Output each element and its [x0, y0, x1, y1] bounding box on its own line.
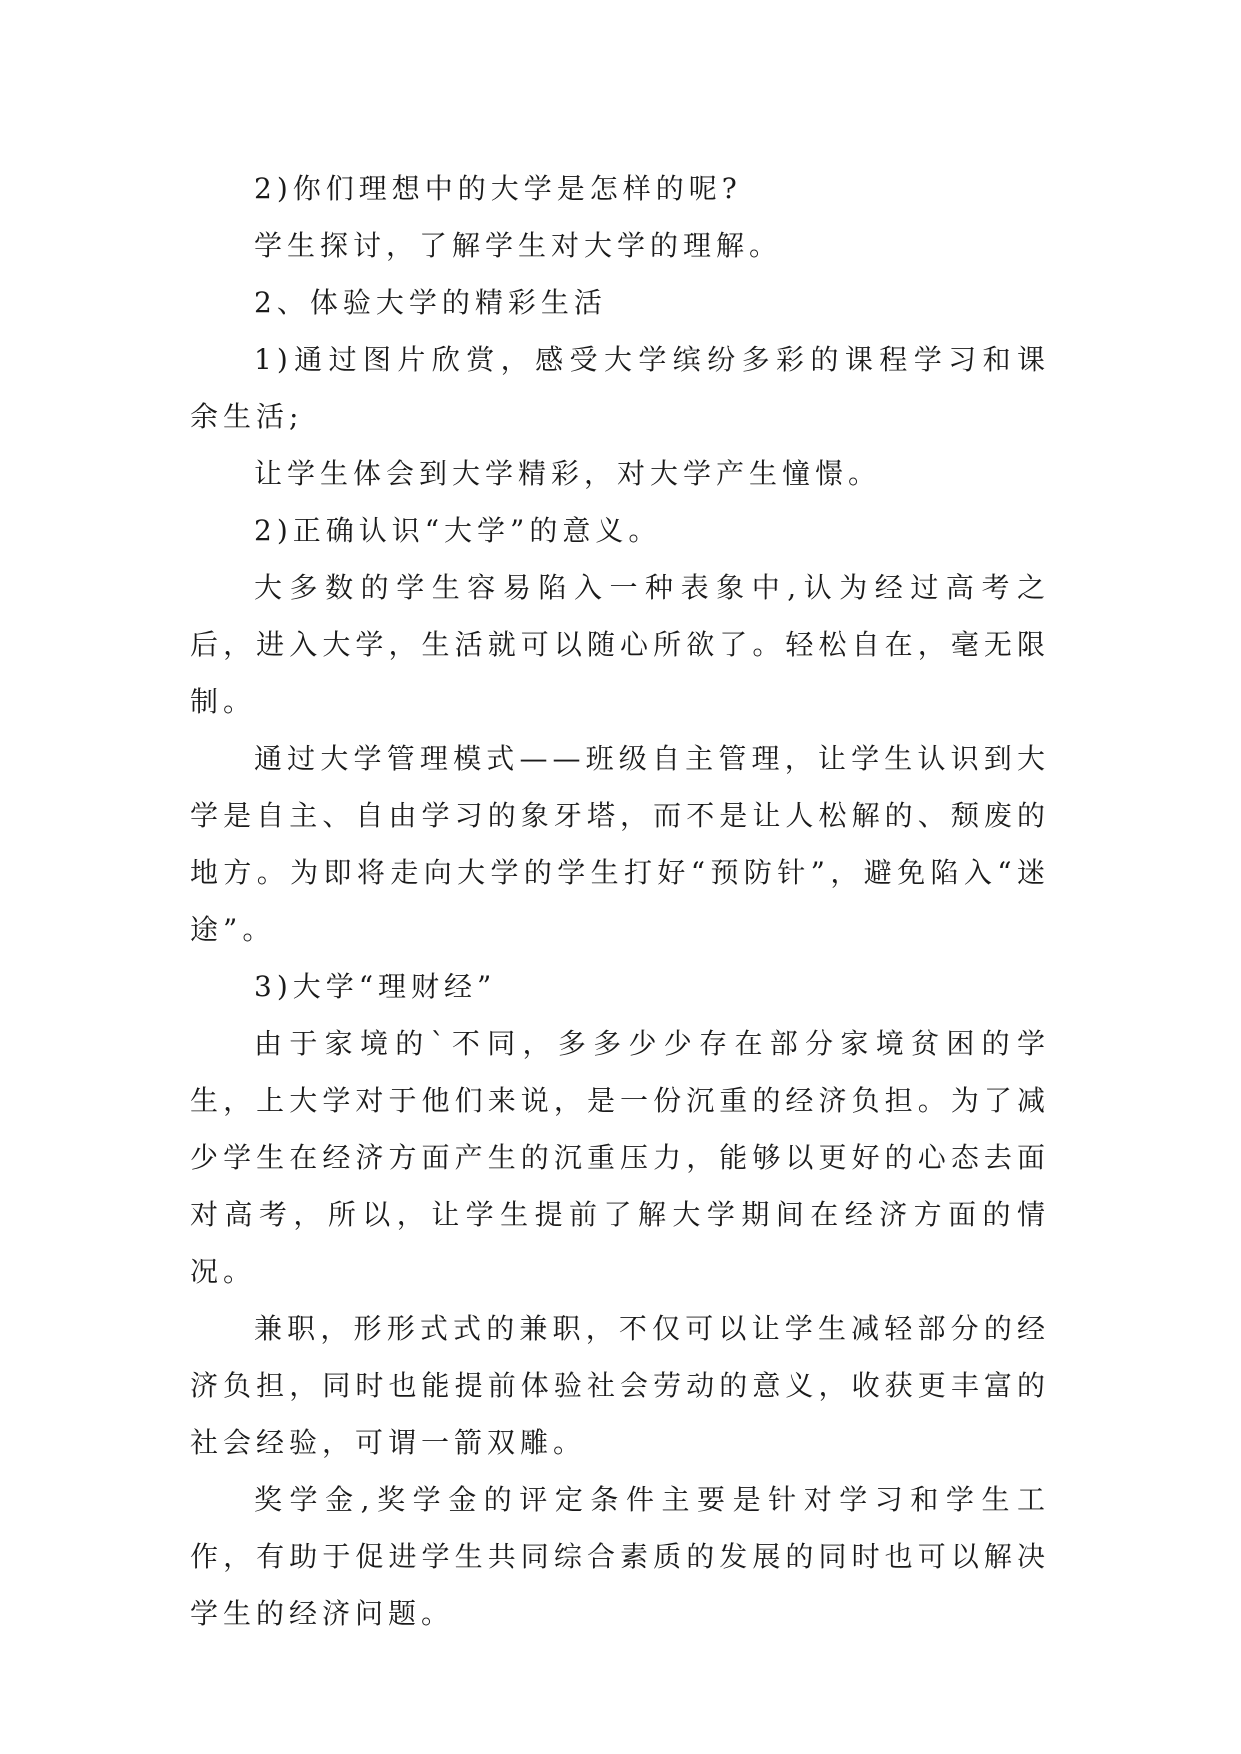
paragraph-finance-heading: 3)大学“理财经” [254, 970, 497, 1003]
section-heading-experience: 2、体验大学的精彩生活 [254, 286, 607, 319]
paragraph-part-time-jobs: 兼职，形形式式的兼职，不仅可以让学生减轻部分的经济负担，同时也能提前体验社会劳动的意义，收获更丰富的社会经验，可谓一箭双雕。 [190, 1312, 1050, 1459]
paragraph-scholarship: 奖学金,奖学金的评定条件主要是针对学习和学生工作，有助于促进学生共同综合素质的发展的同时也可以解决学生的经济问题。 [190, 1483, 1050, 1630]
paragraph-management-model: 通过大学管理模式——班级自主管理，让学生认识到大学是自主、自由学习的象牙塔，而不是让人松解的、颓废的地方。为即将走向大学的学生打好“预防针”，避免陷入“迷途”。 [190, 742, 1050, 946]
paragraph-economic-burden: 由于家境的`不同，多多少少存在部分家境贫困的学生，上大学对于他们来说，是一份沉重的经济负担。为了减少学生在经济方面产生的沉重压力，能够以更好的心态去面对高考，所以，让学生提前了解大学期间在经济方面的情况。 [190, 1027, 1050, 1288]
paragraph-picture-appreciation: 1)通过图片欣赏，感受大学缤纷多彩的课程学习和课余生活; [190, 343, 1050, 433]
paragraph-student-discussion: 学生探讨，了解学生对大学的理解。 [254, 229, 783, 262]
paragraph-misconception: 大多数的学生容易陷入一种表象中,认为经过高考之后，进入大学，生活就可以随心所欲了。轻松自在，毫无限制。 [190, 571, 1050, 718]
document-body [190, 160, 1050, 1642]
paragraph-longing: 让学生体会到大学精彩，对大学产生憧憬。 [254, 457, 882, 490]
paragraph-question-ideal-university: 2)你们理想中的大学是怎样的呢? [254, 172, 742, 205]
paragraph-meaning-heading: 2)正确认识“大学”的意义。 [254, 514, 662, 547]
